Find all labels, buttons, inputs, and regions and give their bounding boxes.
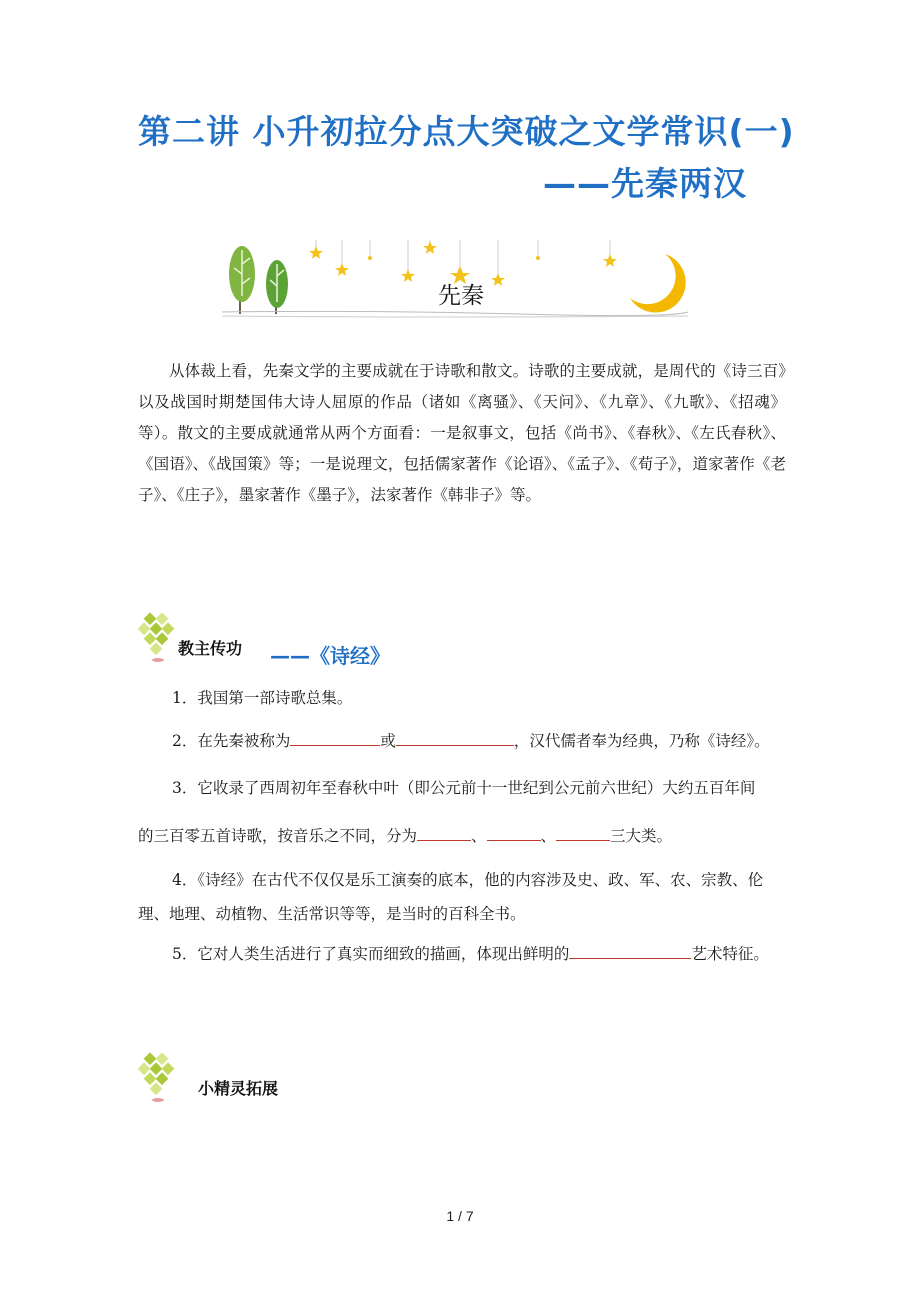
item-text: 三大类。 bbox=[610, 827, 673, 845]
list-item: 4．《诗经》在古代不仅仅是乐工演奏的底本，他的内容涉及史、政、军、农、宗教、伦 bbox=[172, 871, 764, 889]
blank-field[interactable] bbox=[417, 824, 471, 841]
item-text: 5．它对人类生活进行了真实而细致的描画，体现出鲜明的 bbox=[172, 945, 570, 963]
list-item: 1．我国第一部诗歌总集。 bbox=[172, 689, 353, 707]
section-label-jiaozhu: 教主传功 bbox=[178, 639, 243, 658]
page-title: 第二讲 小升初拉分点大突破之文学常识(一) bbox=[138, 112, 795, 151]
blank-field[interactable] bbox=[556, 824, 610, 841]
tree-icon bbox=[229, 246, 288, 314]
banner-label: 先秦 bbox=[438, 283, 484, 309]
blank-field[interactable] bbox=[569, 942, 691, 959]
intro-paragraph: 从体裁上看，先秦文学的主要成就在于诗歌和散文。诗歌的主要成就，是周代的《诗三百》以及战国时期楚国伟大诗人屈原的作品（诸如《离骚》、《天问》、《九章》、《九歌》、《招魂》等）。散文的主要成就通常从两个方面看：一是叙事文，包括《尚书》、《春秋》、《左氏春秋》、《国语》、《战国策》等；一是说理文，包括儒家著作《论语》、《孟子》、《荀子》，道家著作《老子》、《庄子》，墨家著作《墨子》，法家著作《韩非子》等。 bbox=[138, 362, 786, 504]
item-text: 的三百零五首诗歌，按音乐之不同，分为 bbox=[138, 827, 418, 845]
item-text: 、 bbox=[540, 827, 557, 845]
list-item-continued bbox=[138, 824, 672, 846]
item-text: 或 bbox=[380, 732, 396, 750]
list-item: 3．它收录了西周初年至春秋中叶（即公元前十一世纪到公元前六世纪）大约五百年间 bbox=[172, 779, 756, 797]
cube-logo-icon bbox=[136, 610, 182, 666]
section-label-tuozhan: 小精灵拓展 bbox=[198, 1079, 279, 1098]
blank-field[interactable] bbox=[290, 729, 380, 746]
item-text: 艺术特征。 bbox=[691, 945, 769, 963]
blank-field[interactable] bbox=[487, 824, 541, 841]
blank-field[interactable] bbox=[396, 729, 514, 746]
page-subtitle: ——先秦两汉 bbox=[543, 164, 747, 203]
item-text: ，汉代儒者奉为经典，乃称《诗经》。 bbox=[513, 732, 770, 750]
moon-icon bbox=[630, 254, 686, 313]
item-text: 、 bbox=[471, 827, 487, 845]
page-number: 1 / 7 bbox=[446, 1208, 474, 1224]
list-item-continued: 理、地理、动植物、生活常识等等，是当时的百科全书。 bbox=[138, 905, 526, 923]
list-item bbox=[172, 729, 770, 751]
section-subtitle-shijing: ——《诗经》 bbox=[270, 644, 390, 668]
list-item bbox=[172, 942, 769, 964]
item-text: 2．在先秦被称为 bbox=[172, 732, 291, 750]
cube-logo-icon bbox=[136, 1050, 182, 1106]
